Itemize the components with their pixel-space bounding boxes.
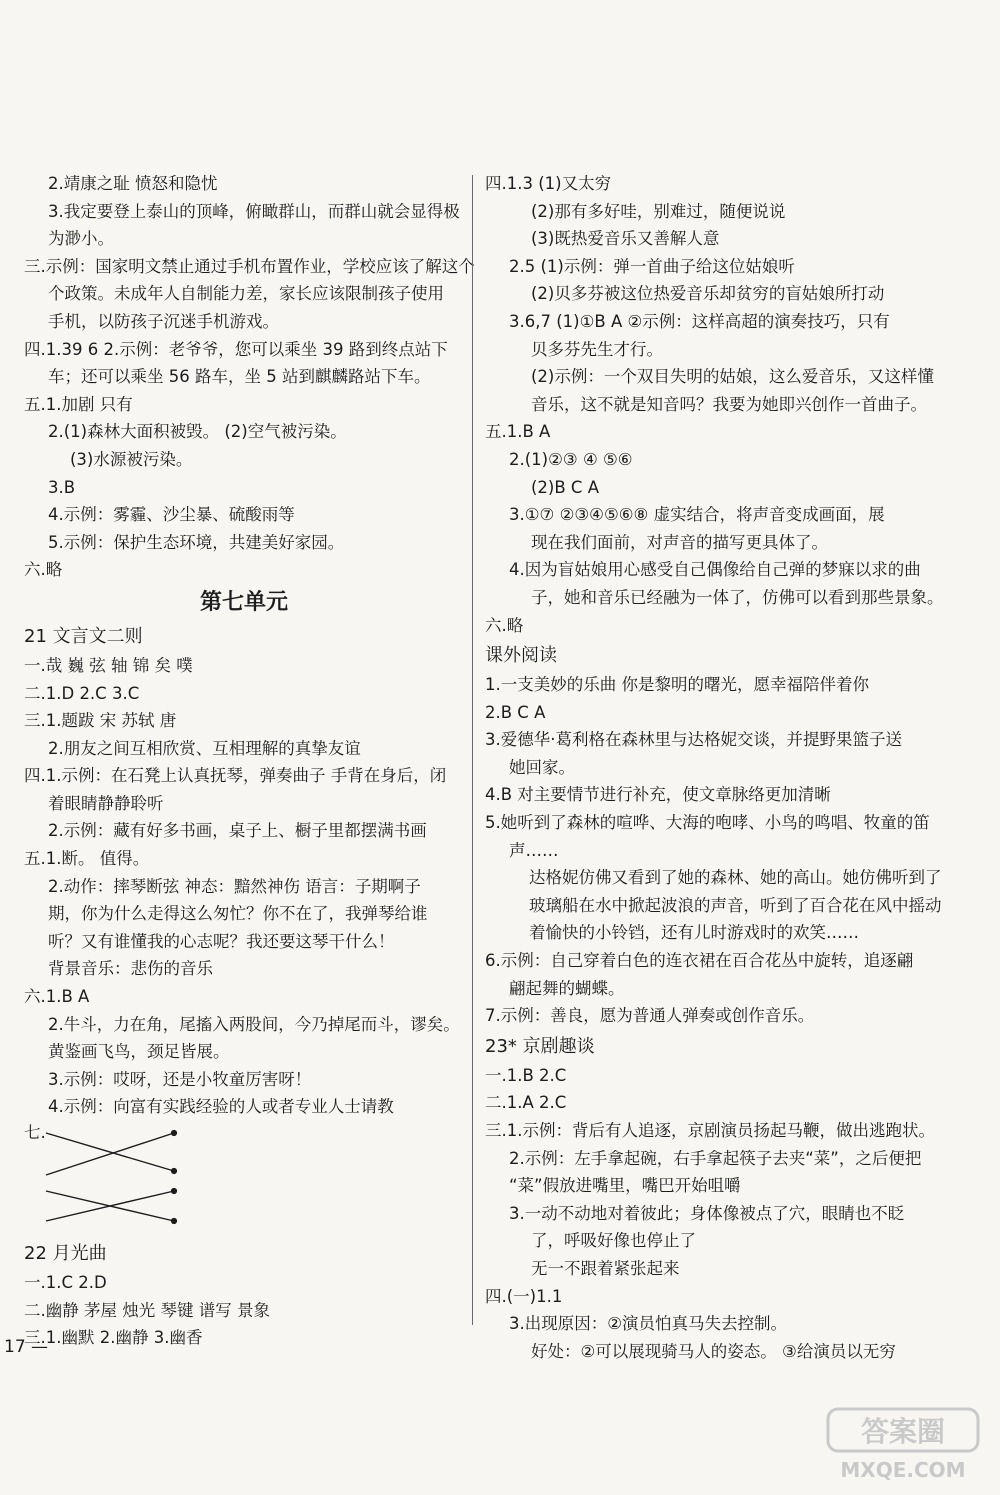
right-block-2 <box>485 671 945 864</box>
answer-line: 了，呼吸好像也停止了 <box>531 1231 696 1251</box>
match-dot <box>172 1189 177 1194</box>
answer-line: 3.B <box>48 477 76 497</box>
answer-line: 2.朋友之间互相欣赏、互相理解的真挚友谊 <box>48 738 361 758</box>
answer-line: 3.6,7 (1)①B A ②示例：这样高超的演奏技巧，只有 <box>509 311 890 331</box>
answer-line: 手机，以防孩子沉迷手机游戏。 <box>48 311 279 331</box>
left-column <box>24 170 475 1352</box>
answer-line: (2)贝多芬被这位热爱音乐却贫穷的盲姑娘所打动 <box>531 284 885 304</box>
lesson-21-title: 21 文言文二则 <box>24 625 143 647</box>
match-dot <box>172 1131 177 1136</box>
answer-line: 背景音乐：悲伤的音乐 <box>48 959 213 979</box>
answer-line: 五.1.加剧 只有 <box>24 394 133 414</box>
match-dot <box>172 1219 177 1224</box>
answer-line: 好处：②可以展现骑马人的姿态。 ③给演员以无穷 <box>531 1341 896 1361</box>
right-column <box>485 170 945 1365</box>
answer-line: 现在我们面前，对声音的描写更具体了。 <box>531 532 828 552</box>
answer-line: (2)那有多好哇，别难过，随便说说 <box>531 201 786 221</box>
answer-line: 2.示例：左手拿起碗，右手拿起筷子去夹“菜”，之后便把 <box>509 1148 922 1168</box>
answer-line: 四.1.39 6 2.示例：老爷爷，您可以乘坐 39 路到终点站下 <box>24 339 448 359</box>
lesson-22-title: 22 月光曲 <box>24 1243 107 1264</box>
answer-line: 1.一支美妙的乐曲 你是黎明的曙光，愿幸福陪伴着你 <box>485 675 869 695</box>
answer-line: 三.示例：国家明文禁止通过手机布置作业，学校应该了解这个 <box>24 256 475 276</box>
answer-line: 4.因为盲姑娘用心感受自己偶像给自己弹的梦寐以求的曲 <box>509 560 921 580</box>
answer-line: 7.示例：善良，愿为普通人弹奏或创作音乐。 <box>485 1006 815 1026</box>
answer-line: 6.示例：自己穿着白色的连衣裙在百合花丛中旋转，追逐翩 <box>485 951 914 971</box>
watermark-logo <box>820 1405 990 1485</box>
answer-line: 4.B 对主要情节进行补充，使文章脉络更加清晰 <box>485 785 831 805</box>
answer-line: 四.1.示例：在石凳上认真抚琴，弹奏曲子 手背在身后，闭 <box>24 766 447 786</box>
answer-line: 3.一动不动地对着彼此；身体像被点了穴，眼睛也不眨 <box>509 1203 905 1223</box>
answer-line: 个政策。未成年人自制能力差，家长应该限制孩子使用 <box>48 284 444 304</box>
answer-line: (2)示例：一个双目失明的姑娘，这么爱音乐，又这样懂 <box>531 367 934 387</box>
right-block-3 <box>485 947 945 1030</box>
answer-line: 2.牛斗，力在角，尾搐入两股间，今乃掉尾而斗，谬矣。 <box>48 1014 460 1034</box>
answer-line: 听？又有谁懂我的心志呢？我还要这琴干什么！ <box>48 931 395 951</box>
answer-line: 4.示例：向富有实践经验的人或者专业人士请教 <box>48 1097 394 1117</box>
answer-line: 3.出现原因：②演员怕真马失去控制。 <box>509 1314 788 1334</box>
answer-line: 三.1.示例：背后有人追逐，京剧演员扬起马鞭，做出逃跑状。 <box>485 1121 935 1140</box>
answer-line: 六.略 <box>24 560 63 580</box>
right-block-4 <box>485 1062 945 1366</box>
extra-reading-title: 课外阅读 <box>485 645 557 667</box>
answer-line: 二.1.D 2.C 3.C <box>24 683 140 703</box>
answer-line: 三.1.题跋 宋 苏轼 唐 <box>24 711 177 731</box>
answer-line: 子，她和音乐已经融为一体了，仿佛可以看到那些景象。 <box>531 587 944 607</box>
answer-line: 黄鉴画飞鸟，颈足皆展。 <box>48 1042 230 1062</box>
answer-line: 五.1.断。 值得。 <box>24 849 150 869</box>
answer-line: 二.幽静 茅屋 烛光 琴键 谱写 景象 <box>24 1300 270 1320</box>
answer-line: 音乐，这不就是知音吗？我要为她即兴创作一首曲子。 <box>531 394 927 414</box>
answer-line: 2.靖康之耻 愤怒和隐忧 <box>48 174 218 193</box>
unit-heading: 第七单元 <box>199 589 288 615</box>
answer-line: 二.1.A 2.C <box>485 1093 567 1113</box>
matching-exercise <box>24 1123 224 1233</box>
watermark-text: 答案圈 <box>860 1415 946 1448</box>
answer-line: 5.她听到了森林的喧哗、大海的咆哮、小鸟的鸣唱、牧童的笛 <box>485 813 930 833</box>
answer-line: 为渺小。 <box>48 229 114 249</box>
answer-line: 2.(1)②③ ④ ⑤⑥ <box>509 449 633 469</box>
answer-line: 她回家。 <box>509 757 575 777</box>
answer-line: 3.①⑦ ②③④⑤⑥⑧ 虚实结合，将声音变成画面，展 <box>509 505 885 525</box>
answer-line: 声…… <box>509 840 559 860</box>
answer-line: 2.示例：藏有好多书画，桌子上、橱子里都摆满书画 <box>48 821 427 841</box>
answer-line: 一.1.B 2.C <box>485 1065 567 1085</box>
answer-line: 六.1.B A <box>24 987 90 1007</box>
answer-line: 一.1.C 2.D <box>24 1273 107 1292</box>
answer-line: 着眼睛静静聆听 <box>48 793 164 813</box>
answer-line: 车；还可以乘坐 56 路车，坐 5 站到麒麟路站下车。 <box>48 367 431 387</box>
answer-line: 四.(一)1.1 <box>485 1286 563 1306</box>
answer-line: 3.我定要登上泰山的顶峰，俯瞰群山，而群山就会显得极 <box>48 201 460 221</box>
answer-line: 五.1.B A <box>485 422 551 442</box>
answer-line: 四.1.3 (1)又太穷 <box>485 174 612 193</box>
answer-line: 无一不跟着紧张起来 <box>531 1258 680 1278</box>
answer-line: 2.B C A <box>485 702 546 722</box>
answer-line: 4.示例：雾霾、沙尘暴、硫酸雨等 <box>48 505 295 525</box>
answer-line: (2)B C A <box>531 477 599 497</box>
reading-paragraph: 达格妮仿佛又看到了她的森林、她的高山。她仿佛听到了玻璃船在水中掀起波浪的声音，听到了百合花在风中摇动着愉快的小铃铛，还有儿时游戏时的欢笑…… <box>529 868 942 943</box>
answer-line: 翩起舞的蝴蝶。 <box>509 978 625 998</box>
matching-lines <box>24 1123 224 1233</box>
watermark-seal-icon <box>820 1405 990 1485</box>
answer-line: 期，你为什么走得这么匆忙？你不在了，我弹琴给谁 <box>48 904 428 924</box>
answer-line: 一.哉 巍 弦 轴 锦 矣 噗 <box>24 655 193 675</box>
left-block-1 <box>24 170 475 584</box>
lesson-23-title: 23* 京剧趣谈 <box>485 1035 595 1057</box>
answer-line: 2.5 (1)示例：弹一首曲子给这位姑娘听 <box>509 256 795 276</box>
answer-line: (3)水源被污染。 <box>70 449 193 469</box>
answer-line: 5.示例：保护生态环境，共建美好家园。 <box>48 532 345 552</box>
answer-line: “菜”假放进嘴里，嘴巴开始咀嚼 <box>509 1176 741 1196</box>
answer-line: 2.(1)森林大面积被毁。 (2)空气被污染。 <box>48 422 347 442</box>
answer-line: (3)既热爱音乐又善解人意 <box>531 229 720 249</box>
match-dot <box>172 1169 177 1174</box>
matching-label: 七. <box>24 1123 46 1142</box>
answer-line: 贝多芬先生才行。 <box>531 339 663 359</box>
left-block-3 <box>24 1269 464 1352</box>
answer-line: 六.略 <box>485 615 524 635</box>
answer-line: 3.爱德华·葛利格在森林里与达格妮交谈，并提野果篮子送 <box>485 730 902 750</box>
watermark-url: MXQE.COM <box>840 1458 966 1482</box>
right-block-1 <box>485 170 945 639</box>
left-block-2 <box>24 652 464 1121</box>
answer-line: 3.示例：哎呀，还是小牧童厉害呀！ <box>48 1069 312 1089</box>
answer-line: 三.1.幽默 2.幽静 3.幽香 <box>24 1328 203 1348</box>
column-divider <box>472 175 473 1325</box>
answer-line: 2.动作：摔琴断弦 神态：黯然神伤 语言：子期啊子 <box>48 876 421 896</box>
page-number: 17 — <box>4 1337 49 1357</box>
